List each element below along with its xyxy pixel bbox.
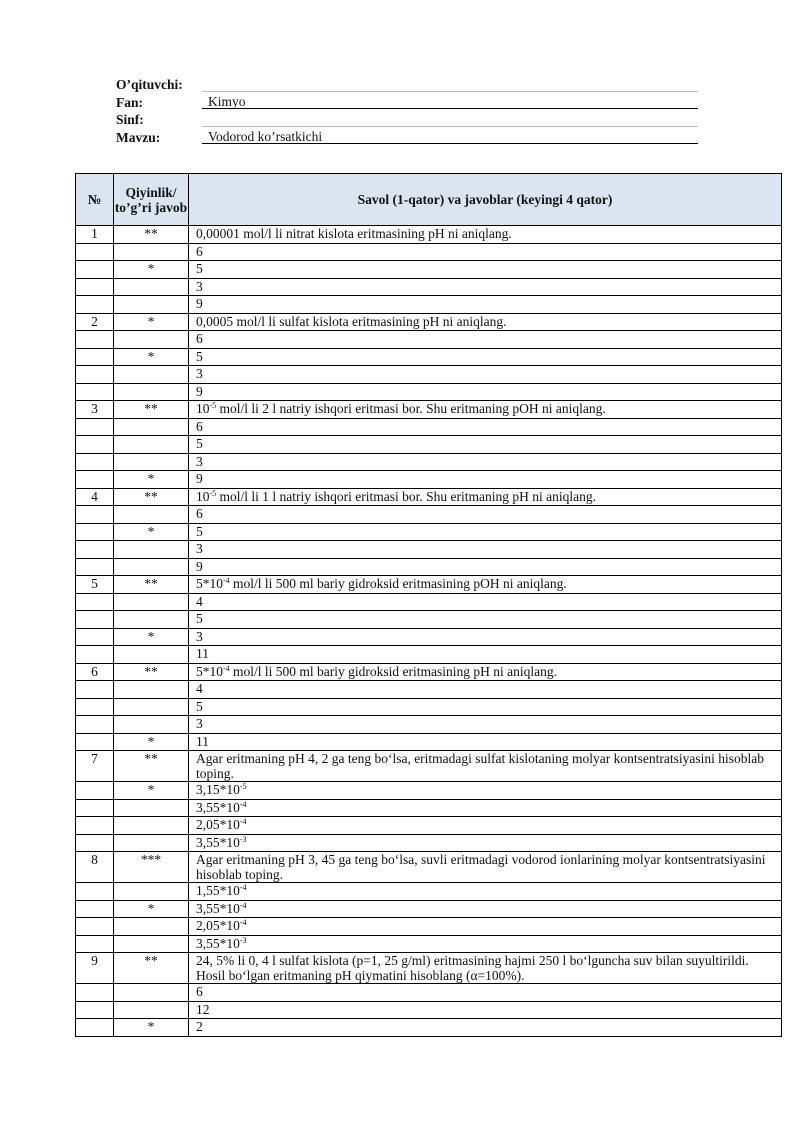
question-number: [76, 716, 114, 734]
question-text: [189, 226, 782, 244]
answer-row: [76, 331, 782, 349]
difficulty-mark: [114, 698, 189, 716]
cell-text: 11: [196, 646, 209, 661]
exponent: -5: [239, 782, 247, 791]
difficulty-mark: [114, 716, 189, 734]
class-label: Sinf:: [116, 112, 144, 127]
question-number: [76, 436, 114, 454]
question-number: 9: [76, 953, 114, 984]
answer-row: [76, 593, 782, 611]
cell-text: 3,55*10: [196, 834, 240, 850]
cell-text: 5*10: [196, 663, 223, 679]
answer-row: [76, 611, 782, 629]
answer-option: [189, 681, 782, 699]
lesson-info: [116, 76, 698, 146]
question-number: [76, 900, 114, 918]
cell-text: 6: [196, 984, 203, 999]
exponent: -5: [209, 488, 217, 498]
answer-row: [76, 348, 782, 366]
question-number: [76, 453, 114, 471]
question-number: [76, 261, 114, 279]
answer-option: [189, 383, 782, 401]
question-number: [76, 984, 114, 1002]
cell-text: 3: [196, 366, 203, 381]
answer-option: [189, 799, 782, 817]
cell-text: 10: [196, 488, 210, 504]
cell-text: 3: [196, 628, 203, 644]
question-number: [76, 646, 114, 664]
difficulty-mark: *: [114, 900, 189, 918]
answer-option: [189, 817, 782, 835]
exponent: -4: [223, 663, 230, 673]
question-row: [76, 953, 782, 984]
answer-row: [76, 918, 782, 936]
cell-text: 1,55*10: [196, 883, 240, 898]
cell-text: 3,15*10: [196, 782, 240, 797]
teacher-row: [116, 76, 698, 94]
answer-option: [189, 261, 782, 279]
answer-option: [189, 628, 782, 646]
answer-option: [189, 883, 782, 901]
cell-text: 3: [196, 453, 203, 469]
question-number: [76, 1019, 114, 1037]
answer-row: [76, 541, 782, 559]
cell-text-continued: mol/l li 500 ml bariy gidroksid eritmasining pOH ni aniqlang.: [229, 576, 567, 591]
topic-label: Mavzu:: [116, 129, 161, 145]
answer-row: [76, 782, 782, 800]
question-number: [76, 523, 114, 541]
cell-text: 4: [196, 681, 203, 696]
difficulty-mark: [114, 436, 189, 454]
question-number: [76, 834, 114, 852]
answer-option: [189, 834, 782, 852]
cell-text: 5: [196, 348, 203, 364]
cell-text: 11: [196, 733, 209, 749]
subject-row: [116, 94, 698, 112]
question-number: [76, 296, 114, 314]
question-number: 8: [76, 852, 114, 883]
answer-row: [76, 436, 782, 454]
difficulty-mark: **: [114, 401, 189, 419]
answer-option: [189, 331, 782, 349]
exponent: -4: [239, 799, 247, 809]
subject-label: Fan:: [116, 94, 143, 110]
difficulty-mark: **: [114, 226, 189, 244]
answer-option: [189, 418, 782, 436]
answer-option: [189, 348, 782, 366]
cell-text: 24, 5% li 0, 4 l sulfat kislota (p=1, 25 g/ml) eritmasining hajmi 250 l bo‘lguncha suv bilan suyultirildi. Hosil bo‘lgan eritmaning pH qiymatini hisoblang (α=100%).: [196, 953, 749, 983]
difficulty-mark: [114, 278, 189, 296]
answer-option: [189, 541, 782, 559]
answer-row: [76, 471, 782, 489]
answer-option: [189, 733, 782, 751]
teacher-label: O’qituvchi:: [116, 77, 183, 92]
question-number: [76, 733, 114, 751]
answer-option: [189, 243, 782, 261]
difficulty-mark: [114, 918, 189, 936]
answer-row: [76, 935, 782, 953]
difficulty-mark: [114, 331, 189, 349]
question-number: [76, 698, 114, 716]
question-number: [76, 471, 114, 489]
question-text: [189, 663, 782, 681]
answer-row: [76, 900, 782, 918]
difficulty-mark: [114, 541, 189, 559]
difficulty-mark: [114, 383, 189, 401]
cell-text: 6: [196, 331, 203, 346]
answer-option: [189, 646, 782, 664]
answer-option: [189, 366, 782, 384]
difficulty-mark: [114, 296, 189, 314]
difficulty-mark: **: [114, 953, 189, 984]
answer-row: [76, 366, 782, 384]
question-number: [76, 348, 114, 366]
cell-text: 3: [196, 278, 203, 294]
question-number: [76, 883, 114, 901]
difficulty-mark: [114, 646, 189, 664]
question-text: [189, 953, 782, 984]
difficulty-mark: **: [114, 488, 189, 506]
cell-text-continued: mol/l li 500 ml bariy gidroksid eritmasining pH ni aniqlang.: [229, 663, 558, 679]
difficulty-mark: *: [114, 782, 189, 800]
difficulty-mark: [114, 817, 189, 835]
question-text: [189, 751, 782, 782]
answer-option: [189, 471, 782, 489]
cell-text: 2,05*10: [196, 817, 240, 832]
answer-option: [189, 296, 782, 314]
answer-row: [76, 681, 782, 699]
difficulty-mark: ***: [114, 852, 189, 883]
answer-option: [189, 453, 782, 471]
exponent: -4: [223, 576, 230, 585]
answer-row: [76, 733, 782, 751]
answer-option: [189, 782, 782, 800]
quiz-body: [76, 226, 782, 1037]
difficulty-mark: [114, 681, 189, 699]
cell-text: 5: [196, 523, 203, 539]
topic-row: [116, 129, 698, 147]
difficulty-mark: [114, 506, 189, 524]
cell-text: 3: [196, 716, 203, 731]
difficulty-mark: [114, 611, 189, 629]
question-row: [76, 313, 782, 331]
cell-text-continued: mol/l li 2 l natriy ishqori eritmasi bor. Shu eritmaning pOH ni aniqlang.: [216, 401, 606, 416]
table-header-row: [76, 174, 782, 226]
answer-option: [189, 984, 782, 1002]
answer-option: [189, 1001, 782, 1019]
cell-text: 6: [196, 506, 203, 521]
cell-text: 5: [196, 698, 203, 714]
question-row: [76, 852, 782, 883]
subject-field[interactable]: Kimyo: [202, 94, 698, 110]
exponent: -4: [239, 918, 247, 927]
answer-option: [189, 593, 782, 611]
difficulty-mark: [114, 366, 189, 384]
cell-text: 2: [196, 1019, 203, 1034]
cell-text: 3,55*10: [196, 935, 240, 951]
question-number: [76, 817, 114, 835]
cell-text: 5: [196, 611, 203, 626]
difficulty-mark: [114, 1001, 189, 1019]
difficulty-mark: [114, 883, 189, 901]
question-number: [76, 593, 114, 611]
cell-text: 9: [196, 471, 203, 486]
answer-row: [76, 628, 782, 646]
question-number: 5: [76, 576, 114, 594]
difficulty-mark: [114, 984, 189, 1002]
answer-row: [76, 984, 782, 1002]
answer-option: [189, 900, 782, 918]
answer-row: [76, 278, 782, 296]
answer-row: [76, 243, 782, 261]
answer-row: [76, 883, 782, 901]
answer-option: [189, 716, 782, 734]
exponent: -3: [239, 935, 247, 945]
difficulty-mark: [114, 799, 189, 817]
answer-option: [189, 523, 782, 541]
cell-text: 3,55*10: [196, 900, 240, 916]
question-text: [189, 488, 782, 506]
exponent: -4: [239, 900, 247, 910]
question-number: 3: [76, 401, 114, 419]
teacher-field[interactable]: [202, 76, 698, 92]
question-row: [76, 751, 782, 782]
question-row: [76, 663, 782, 681]
cell-text: 4: [196, 593, 203, 609]
question-number: 2: [76, 313, 114, 331]
difficulty-mark: **: [114, 663, 189, 681]
topic-field[interactable]: Vodorod ko’rsatkichi: [202, 129, 698, 145]
cell-text: 9: [196, 558, 203, 574]
question-number: [76, 628, 114, 646]
cell-text: 9: [196, 296, 203, 311]
answer-row: [76, 261, 782, 279]
answer-row: [76, 506, 782, 524]
question-row: [76, 576, 782, 594]
question-number: [76, 278, 114, 296]
cell-text: 6: [196, 418, 203, 434]
question-text: [189, 852, 782, 883]
question-number: [76, 918, 114, 936]
answer-row: [76, 296, 782, 314]
answer-option: [189, 278, 782, 296]
question-row: [76, 488, 782, 506]
answer-row: [76, 523, 782, 541]
class-field[interactable]: [202, 111, 698, 127]
cell-text: 5: [196, 436, 203, 451]
cell-text: 3: [196, 541, 203, 556]
question-number: [76, 541, 114, 559]
cell-text: 2,05*10: [196, 918, 240, 933]
difficulty-mark: [114, 453, 189, 471]
answer-option: [189, 611, 782, 629]
question-number: [76, 366, 114, 384]
difficulty-mark: *: [114, 261, 189, 279]
answer-option: [189, 935, 782, 953]
cell-text: 3,55*10: [196, 799, 240, 815]
class-row: [116, 111, 698, 129]
cell-text: 0,0005 mol/l li sulfat kislota eritmasining pH ni aniqlang.: [196, 313, 507, 329]
exponent: -3: [239, 834, 247, 844]
answer-option: [189, 698, 782, 716]
question-text: [189, 576, 782, 594]
answer-row: [76, 383, 782, 401]
difficulty-mark: **: [114, 576, 189, 594]
answer-option: [189, 558, 782, 576]
question-number: [76, 506, 114, 524]
answer-row: [76, 558, 782, 576]
question-number: [76, 558, 114, 576]
difficulty-mark: [114, 935, 189, 953]
difficulty-mark: *: [114, 348, 189, 366]
question-row: [76, 401, 782, 419]
question-number: 6: [76, 663, 114, 681]
column-header-number: №: [76, 174, 114, 226]
answer-option: [189, 436, 782, 454]
question-number: 1: [76, 226, 114, 244]
question-number: [76, 383, 114, 401]
question-number: [76, 243, 114, 261]
question-number: [76, 782, 114, 800]
answer-row: [76, 716, 782, 734]
column-header-question: Savol (1-qator) va javoblar (keyingi 4 qator): [189, 174, 782, 226]
difficulty-mark: *: [114, 628, 189, 646]
answer-row: [76, 1019, 782, 1037]
difficulty-mark: [114, 418, 189, 436]
exponent: -4: [239, 883, 247, 892]
answer-row: [76, 1001, 782, 1019]
cell-text: Agar eritmaning pH 3, 45 ga teng bo‘lsa, suvli eritmadagi vodorod ionlarining molyar kontsentratsiyasini hisoblab toping.: [196, 852, 766, 882]
cell-text: 5*10: [196, 576, 223, 591]
question-number: [76, 799, 114, 817]
answer-option: [189, 506, 782, 524]
answer-option: [189, 918, 782, 936]
answer-row: [76, 817, 782, 835]
question-text: [189, 401, 782, 419]
question-row: [76, 226, 782, 244]
difficulty-mark: [114, 243, 189, 261]
answer-option: [189, 1019, 782, 1037]
question-number: [76, 1001, 114, 1019]
question-number: [76, 611, 114, 629]
column-header-difficulty: Qiyinlik/ to’g’ri javob: [114, 174, 189, 226]
cell-text-continued: mol/l li 1 l natriy ishqori eritmasi bor. Shu eritmaning pH ni aniqlang.: [216, 488, 597, 504]
answer-row: [76, 834, 782, 852]
answer-row: [76, 799, 782, 817]
cell-text: 10: [196, 401, 210, 416]
question-number: [76, 935, 114, 953]
difficulty-mark: **: [114, 751, 189, 782]
difficulty-mark: [114, 593, 189, 611]
difficulty-mark: *: [114, 733, 189, 751]
difficulty-mark: *: [114, 1019, 189, 1037]
question-number: [76, 331, 114, 349]
difficulty-mark: *: [114, 471, 189, 489]
cell-text: 5: [196, 261, 203, 276]
difficulty-mark: *: [114, 313, 189, 331]
exponent: -5: [209, 401, 217, 410]
cell-text: 12: [196, 1001, 210, 1017]
cell-text: Agar eritmaning pH 4, 2 ga teng bo‘lsa, eritmadagi sulfat kislotaning molyar kontsentratsiyasini hisoblab toping.: [196, 751, 765, 781]
answer-row: [76, 418, 782, 436]
question-number: [76, 681, 114, 699]
answer-row: [76, 698, 782, 716]
answer-row: [76, 646, 782, 664]
cell-text: 0,00001 mol/l li nitrat kislota eritmasining pH ni aniqlang.: [196, 226, 512, 241]
question-number: [76, 418, 114, 436]
difficulty-mark: *: [114, 523, 189, 541]
question-text: [189, 313, 782, 331]
cell-text: 6: [196, 243, 203, 259]
answer-row: [76, 453, 782, 471]
difficulty-mark: [114, 558, 189, 576]
question-number: 7: [76, 751, 114, 782]
difficulty-mark: [114, 834, 189, 852]
exponent: -4: [239, 817, 247, 826]
question-number: 4: [76, 488, 114, 506]
quiz-table: [75, 173, 782, 1037]
cell-text: 9: [196, 383, 203, 399]
